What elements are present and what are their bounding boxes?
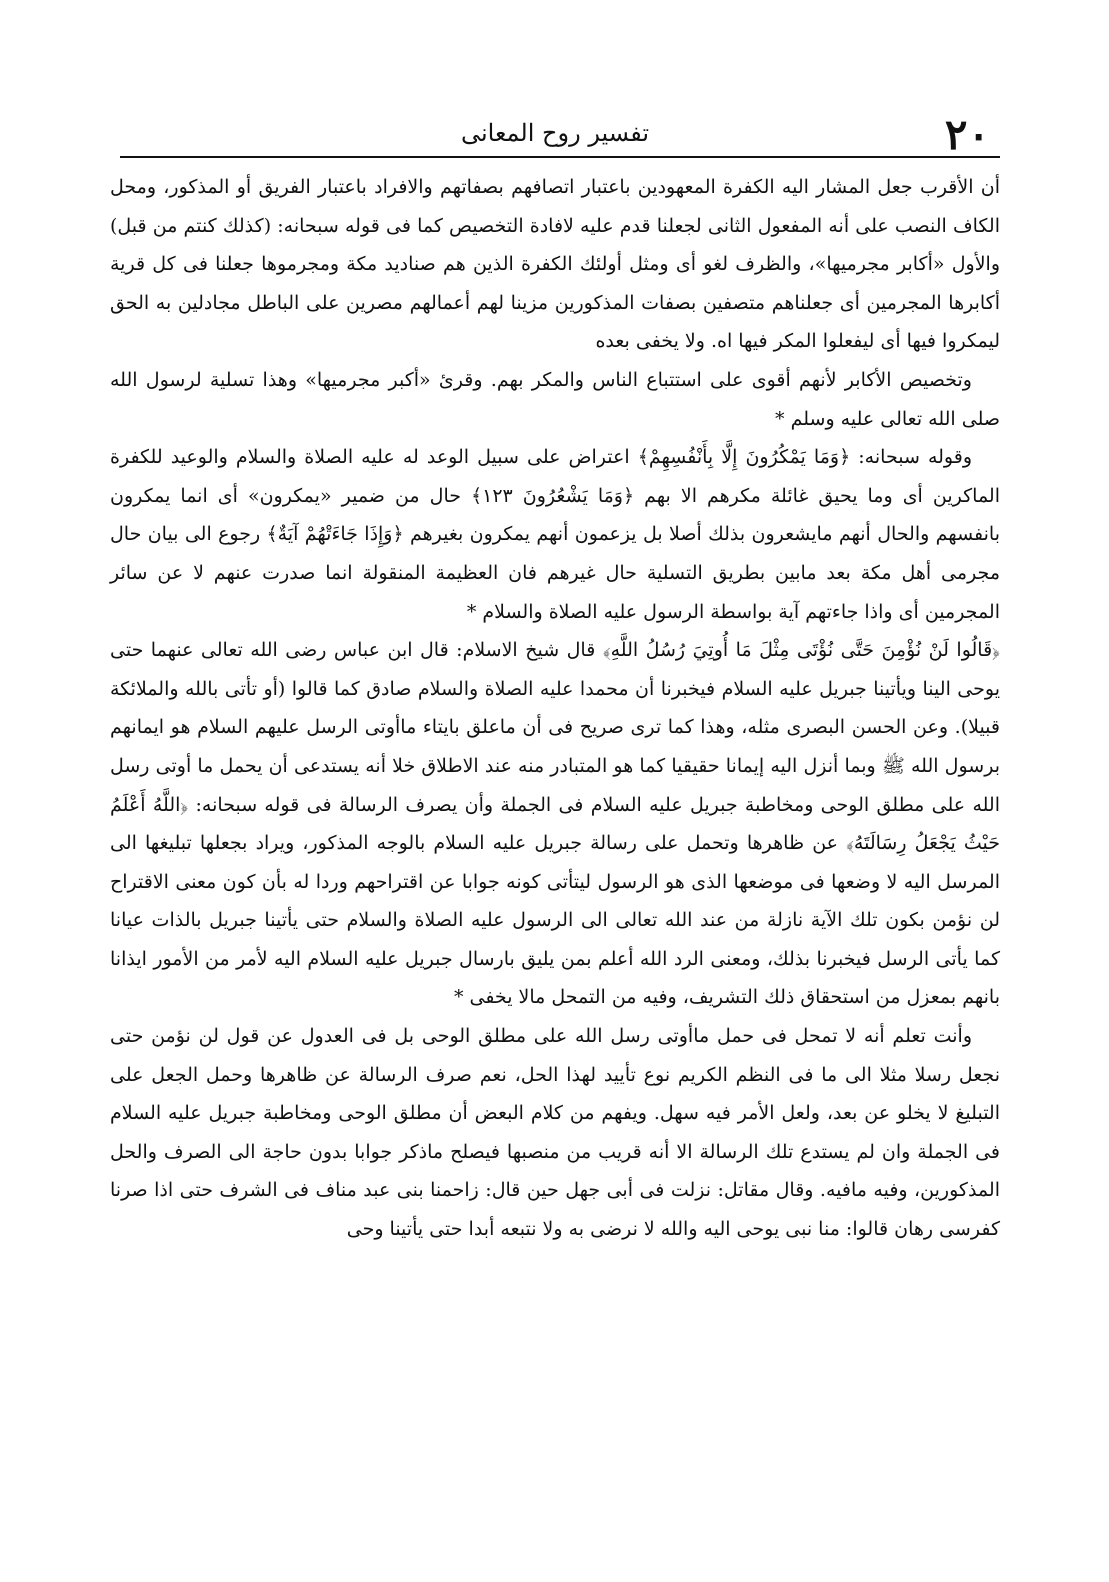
page-header (120, 112, 990, 158)
paragraph-2: وتخصيص الأكابر لأنهم أقوى على استتباع الناس والمكر بهم. وقرئ «أكبر مجرميها» وهذا تسلية لرسول الله صلى الله تعالى عليه وسلم * (110, 368, 1000, 430)
page-body (110, 168, 1000, 1249)
page-number: ٢٠ (944, 110, 990, 159)
paragraph-3: وقوله سبحانه: ﴿وَمَا يَمْكُرُونَ إِلَّا بِأَنْفُسِهِمْ﴾ اعتراض على سبيل الوعد له عليه الصلاة والسلام والوعيد للكفرة الماكرين أى وما يحيق غائلة مكرهم الا بهم ﴿وَمَا يَشْعُرُونَ ١٢٣﴾ حال من ضمير «يمكرون» أى انما يمكرون بانفسهم والحال أنهم مايشعرون بذلك أصلا بل يزعمون أنهم يمكرون بغيرهم ﴿وَإِذَا جَاءَتْهُمْ آيَةٌ﴾ رجوع الى بيان حال مجرمى أهل مكة بعد مابين بطريق التسلية حال غيرهم فان العظيمة المنقولة انما صدرت عنهم لا عن سائر المجرمين أى واذا جاءتهم آية بواسطة الرسول عليه الصلاة والسلام * (110, 446, 1000, 623)
header-rule (120, 156, 1000, 158)
paragraph-1: أن الأقرب جعل المشار اليه الكفرة المعهودين باعتبار اتصافهم بصفاتهم والافراد باعتبار الفريق أو المذكور، ومحل الكاف النصب على أنه المفعول الثانى لجعلنا قدم عليه لافادة التخصيص كما فى قوله سبحانه: (كذلك كنتم من قبل) والأول «أكابر مجرميها»، والظرف لغو أى ومثل أولئك الكفرة الذين هم صناديد مكة ومجرموها جعلنا فى كل قرية أكابرها المجرمين أى جعلناهم متصفين بصفات المذكورين مزينا لهم أعمالهم مصرين على الباطل مجادلين به الحق ليمكروا فيها أى ليفعلوا المكر فيها اه. ولا يخفى بعده (110, 176, 1000, 353)
running-title: تفسير روح المعانى (460, 119, 650, 147)
paragraph-4: ﴿قَالُوا لَنْ نُؤْمِنَ حَتَّى نُؤْتَى مِثْلَ مَا أُوتِيَ رُسُلُ اللَّهِ﴾ قال شيخ الاسلام: قال ابن عباس رضى الله تعالى عنهما حتى يوحى الينا ويأتينا جبريل عليه السلام فيخبرنا أن محمدا عليه الصلاة والسلام صادق كما قالوا (أو تأتى بالله والملائكة قبيلا). وعن الحسن البصرى مثله، وهذا كما ترى صريح فى أن ماعلق بايتاء ماأوتى الرسل عليهم السلام هو ايمانهم برسول الله ﷺ وبما أنزل اليه إيمانا حقيقيا كما هو المتبادر منه عند الاطلاق خلا أنه يستدعى أن يحمل ما أوتى رسل الله على مطلق الوحى ومخاطبة جبريل عليه السلام فى الجملة وأن يصرف الرسالة فى قوله سبحانه: ﴿اللَّهُ أَعْلَمُ حَيْثُ يَجْعَلُ رِسَالَتَهُ﴾ عن ظاهرها وتحمل على رسالة جبريل عليه السلام بالوجه المذكور، ويراد بجعلها تبليغها الى المرسل اليه لا وضعها فى موضعها الذى هو الرسول ليتأتى كونه جوابا عن اقتراحهم وردا له بأن كون معنى الاقتراح لن نؤمن بكون تلك الآية نازلة من عند الله تعالى الى الرسول عليه الصلاة والسلام حتى يأتينا جبريل بالذات عيانا كما يأتى الرسل فيخبرنا بذلك، ومعنى الرد الله أعلم بمن يليق بارسال جبريل عليه السلام اليه لأمر من الأمور ايذانا بانهم بمعزل من استحقاق ذلك التشريف، وفيه من التمحل مالا يخفى * (110, 639, 1000, 1009)
paragraph-5: وأنت تعلم أنه لا تمحل فى حمل ماأوتى رسل الله على مطلق الوحى بل فى العدول عن قول لن نؤمن حتى نجعل رسلا مثلا الى ما فى النظم الكريم نوع تأييد لهذا الحل، نعم صرف الرسالة عن ظاهرها وحمل الجعل على التبليغ لا يخلو عن بعد، ولعل الأمر فيه سهل. ويفهم من كلام البعض أن مطلق الوحى ومخاطبة جبريل عليه السلام فى الجملة وان لم يستدع تلك الرسالة الا أنه قريب من منصبها فيصلح ماذكر جوابا بدون حاجة الى الصرف والحل المذكورين، وفيه مافيه. وقال مقاتل: نزلت فى أبى جهل حين قال: زاحمنا بنى عبد مناف فى الشرف حتى اذا صرنا كفرسى رهان قالوا: منا نبى يوحى اليه والله لا نرضى به ولا نتبعه أبدا حتى يأتينا وحى (110, 1025, 1000, 1241)
